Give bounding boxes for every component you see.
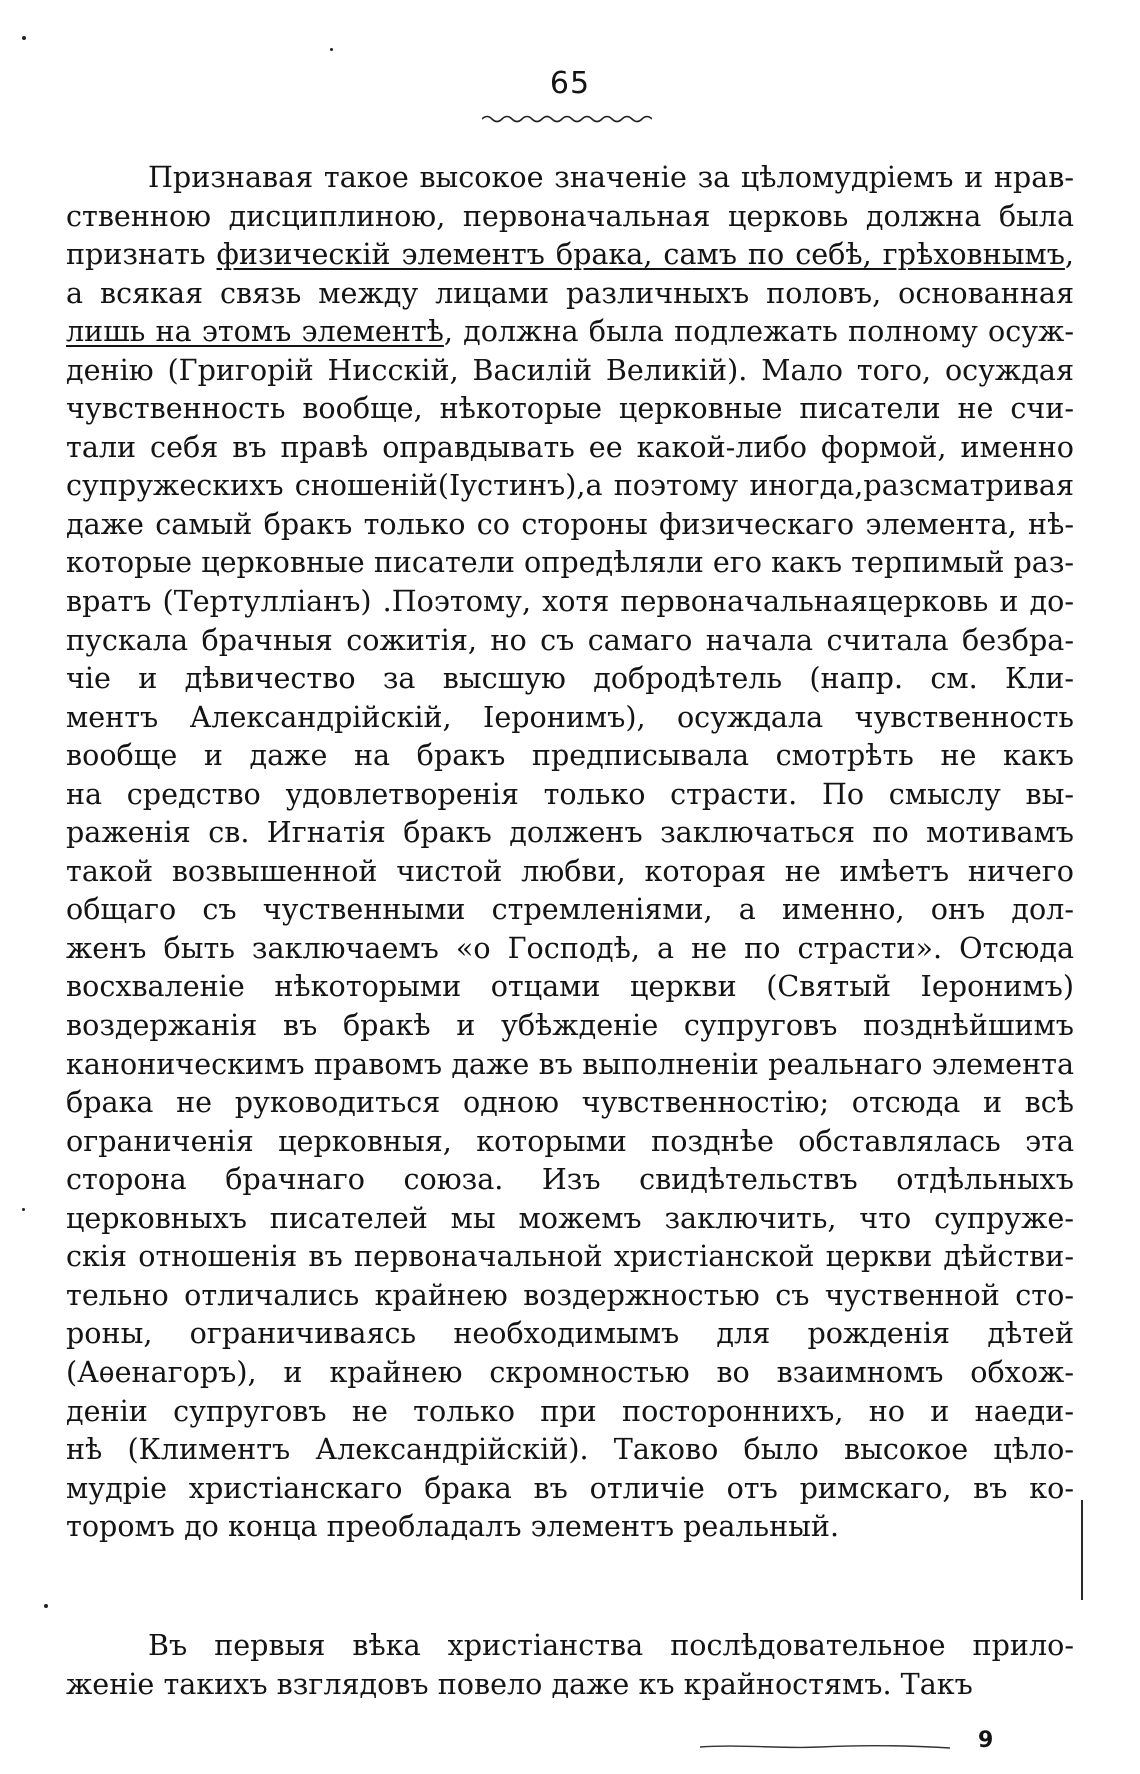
text-line — [66, 389, 1074, 428]
text-line — [66, 543, 1074, 582]
text-segment: даже самый бракъ только со стороны физическаго элемента, нѣ- — [66, 506, 1074, 541]
text-line — [66, 1237, 1074, 1276]
text-segment: чіе и дѣвичество за высшую добродѣтель (напр. см. Кли- — [66, 661, 1074, 696]
text-segment: денію (Григорій Нисскій, Василій Великій). Мало того, осуждая — [66, 352, 1074, 387]
paragraph — [66, 1626, 1074, 1703]
text-segment: женъ быть заключаемъ «о Господѣ, а не по страсти». Отсюда — [66, 930, 1074, 965]
text-line — [66, 197, 1074, 236]
text-line — [66, 1507, 1074, 1546]
text-segment: церковныхъ писателей мы можемъ заключить, что супруже- — [66, 1200, 1074, 1235]
text-line — [66, 890, 1074, 929]
text-line — [66, 312, 1074, 351]
text-segment: супружескихъ сношеній(Іустинъ),а поэтому иногда,разсматривая — [66, 468, 1074, 503]
text-line — [66, 158, 1074, 197]
text-segment: сторона брачнаго союза. Изъ свидѣтельствъ отдѣльныхъ — [66, 1162, 1074, 1197]
margin-bracket-mark — [1081, 1500, 1083, 1600]
footer-rule-ornament — [700, 1742, 950, 1752]
text-segment: вообще и даже на бракъ предписывала смотрѣть не какъ — [66, 738, 1074, 773]
text-line — [66, 351, 1074, 390]
text-segment: общаго съ чуственными стремленіями, а именно, онъ дол- — [66, 892, 1074, 927]
text-line — [66, 813, 1074, 852]
text-segment: роны, ограничиваясь необходимымъ для рожденія дѣтей — [66, 1316, 1074, 1351]
text-line — [66, 621, 1074, 660]
text-segment: тали себя въ правѣ оправдывать ее какой-либо формой, именно — [66, 429, 1074, 464]
text-line — [66, 967, 1074, 1006]
wavy-rule-ornament — [482, 112, 652, 126]
print-speck — [22, 36, 26, 40]
text-segment: а всякая связь между лицами различныхъ половъ, основанная — [66, 275, 1074, 310]
text-segment: восхваленіе нѣкоторыми отцами церкви (Святый Іеронимъ) — [66, 969, 1074, 1004]
text-segment: Въ первыя вѣка христіанства послѣдовательное прило- — [148, 1628, 1074, 1662]
text-segment: ограниченія церковныя, которыми позднѣе обставлялась эта — [66, 1123, 1074, 1158]
underlined-phrase: лишь на этомъ элементѣ — [66, 314, 444, 349]
text-segment: нѣ (Климентъ Александрійскій). Таково было высокое цѣло- — [66, 1432, 1074, 1467]
text-line — [66, 582, 1074, 621]
text-segment: брака не руководиться одною чувственностію; отсюда и всѣ — [66, 1085, 1074, 1120]
text-line — [66, 466, 1074, 505]
text-line — [66, 1045, 1074, 1084]
underlined-phrase: физическій элементъ брака, самъ по себѣ, грѣховнымъ — [216, 237, 1065, 272]
text-line — [66, 274, 1074, 313]
text-line — [66, 852, 1074, 891]
text-line — [66, 1122, 1074, 1161]
text-line — [66, 1199, 1074, 1238]
text-line — [66, 235, 1074, 274]
text-segment: , — [1064, 237, 1074, 272]
text-line — [66, 1430, 1074, 1469]
text-segment: мудріе христіанскаго брака въ отличіе отъ римскаго, въ ко- — [66, 1470, 1074, 1505]
text-line — [66, 929, 1074, 968]
text-line — [66, 1160, 1074, 1199]
text-segment: воздержанія въ бракѣ и убѣжденіе супруговъ позднѣйшимъ — [66, 1008, 1074, 1043]
text-segment: (Аѳенагоръ), и крайнею скромностью во взаимномъ обхож- — [66, 1354, 1074, 1389]
text-line — [66, 1392, 1074, 1431]
text-line — [66, 428, 1074, 467]
text-segment: деніи супруговъ не только при постороннихъ, но и наеди- — [66, 1393, 1074, 1428]
text-segment: чувственность вообще, нѣкоторые церковные писатели не счи- — [66, 391, 1074, 426]
text-line — [66, 1469, 1074, 1508]
print-speck — [330, 48, 333, 51]
text-line — [66, 505, 1074, 544]
text-segment: такой возвышенной чистой любви, которая не имѣетъ ничего — [66, 853, 1074, 888]
text-segment: пускала брачныя сожитія, но съ самаго начала считала безбра- — [66, 622, 1074, 657]
text-segment: торомъ до конца преобладалъ элементъ реальный. — [66, 1509, 840, 1544]
text-line — [66, 1353, 1074, 1392]
text-line — [66, 736, 1074, 775]
text-line — [66, 1665, 1074, 1704]
text-line — [66, 659, 1074, 698]
text-line — [66, 1314, 1074, 1353]
text-line — [66, 775, 1074, 814]
text-line — [66, 1083, 1074, 1122]
text-segment: скія отношенія въ первоначальной христіанской церкви дѣйстви- — [66, 1239, 1074, 1274]
text-segment: вратъ (Тертулліанъ) .Поэтому, хотя первоначальнаяцерковь и до- — [66, 584, 1074, 619]
page-number: 65 — [549, 66, 591, 101]
text-segment: , должна была подлежать полному осуж- — [443, 314, 1074, 349]
text-line — [66, 1006, 1074, 1045]
text-segment: тельно отличались крайнею воздержностью съ чуственной сто- — [66, 1277, 1074, 1312]
text-segment: ственною дисциплиною, первоначальная церковь должна была — [66, 198, 1074, 233]
text-segment: на средство удовлетворенія только страсти. По смыслу вы- — [66, 776, 1074, 811]
signature-number: 9 — [978, 1728, 994, 1753]
text-segment: каноническимъ правомъ даже въ выполненіи реальнаго элемента — [66, 1046, 1074, 1081]
text-line — [66, 1626, 1074, 1665]
text-line — [66, 698, 1074, 737]
print-speck — [44, 1604, 48, 1608]
paragraph — [66, 158, 1074, 1546]
text-segment: ментъ Александрійскій, Іеронимъ), осуждала чувственность — [66, 699, 1074, 734]
print-speck — [22, 1208, 25, 1211]
text-segment: женіе такихъ взглядовъ повело даже къ крайностямъ. Такъ — [66, 1666, 973, 1701]
text-segment: Признавая такое высокое значеніе за цѣломудріемъ и нрав- — [148, 160, 1074, 194]
text-segment: признать — [66, 237, 217, 272]
text-line — [66, 1276, 1074, 1315]
text-segment: которые церковные писатели опредѣляли его какъ терпимый раз- — [66, 545, 1074, 580]
text-segment: раженія св. Игнатія бракъ долженъ заключаться по мотивамъ — [66, 815, 1074, 850]
